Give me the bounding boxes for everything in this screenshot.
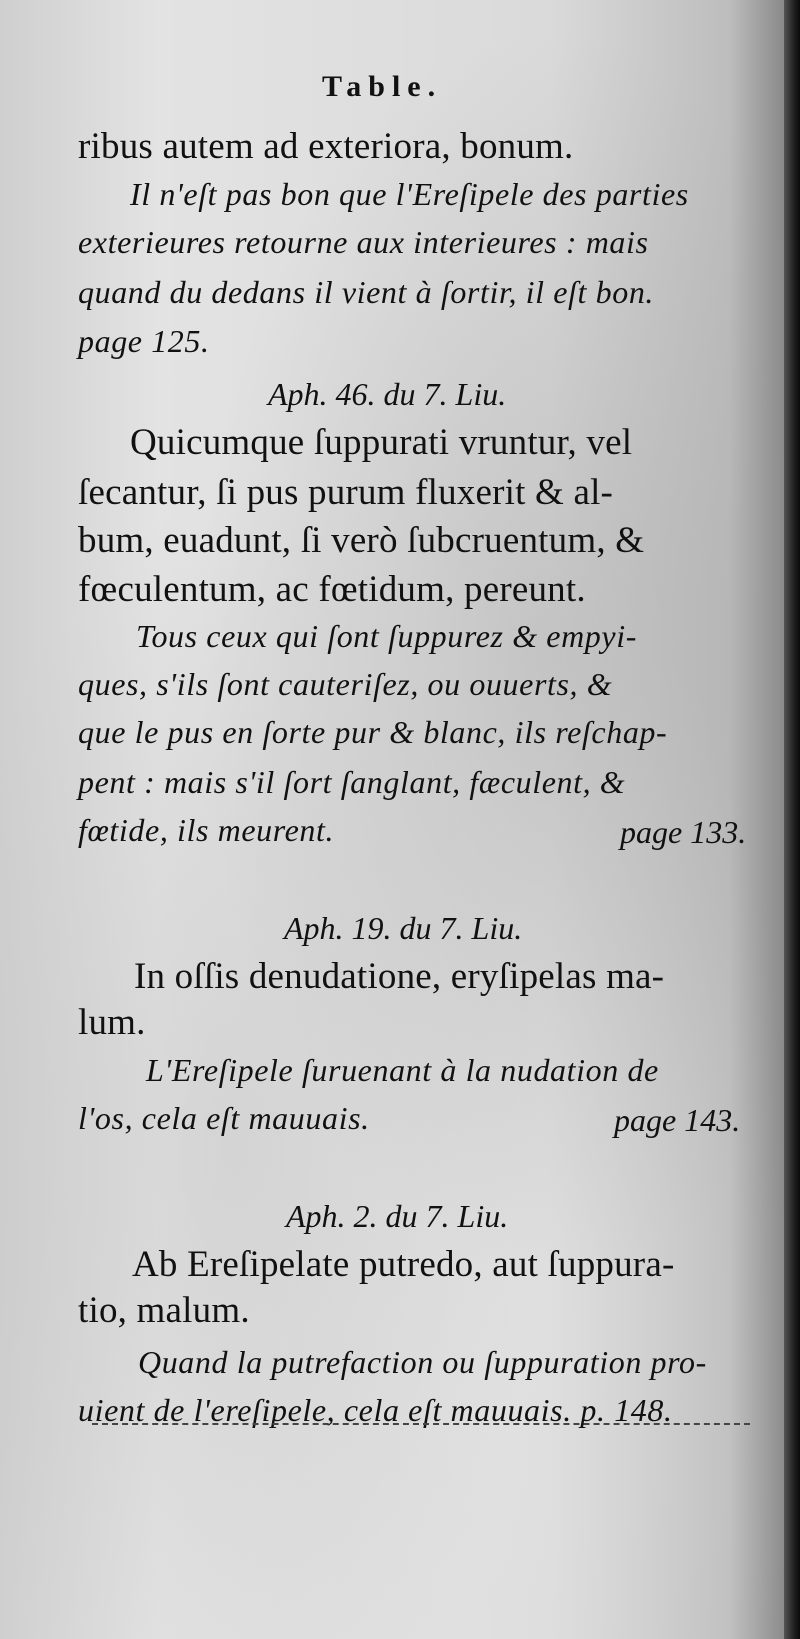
french-line: ques, s'ils ſont cauteriſez, ou ouuerts, & — [78, 666, 613, 702]
aphorism-heading: Aph. 2. du 7. Liu. — [286, 1198, 509, 1234]
latin-line: bum, euadunt, ſi verò ſubcruentum, & — [78, 520, 645, 561]
french-line: Il n'eſt pas bon que l'Ereſipele des parties — [130, 176, 689, 212]
french-line: uient de l'ereſipele, cela eſt mauuais. p. 148. — [78, 1392, 673, 1428]
french-line: Tous ceux qui ſont ſuppurez & empyi- — [136, 618, 637, 654]
page-reference: page 133. — [620, 814, 747, 850]
french-line: que le pus en ſorte pur & blanc, ils reſchap- — [78, 714, 668, 750]
rule-line — [92, 1423, 750, 1425]
latin-line: ribus autem ad exteriora, bonum. — [78, 126, 574, 167]
book-spine — [784, 0, 800, 1639]
french-line: pent : mais s'il ſort ſanglant, fæculent, & — [78, 764, 626, 800]
french-line: Quand la putrefaction ou ſuppuration pro- — [138, 1344, 707, 1380]
latin-line: In oſſis denudatione, eryſipelas ma- — [134, 956, 665, 997]
page-reference: page 143. — [614, 1102, 741, 1138]
french-line: L'Ereſipele ſuruenant à la nudation de — [146, 1052, 659, 1088]
french-line: l'os, cela eſt mauuais. — [78, 1100, 370, 1136]
aphorism-heading: Aph. 46. du 7. Liu. — [268, 376, 507, 412]
latin-line: ſecantur, ſi pus purum fluxerit & al- — [78, 472, 614, 513]
page-title: Table. — [322, 70, 443, 103]
latin-line: tio, malum. — [78, 1290, 250, 1331]
french-line: quand du dedans il vient à ſortir, il eſt bon. — [78, 274, 655, 310]
latin-line: Quicumque ſuppurati vruntur, vel — [130, 422, 633, 463]
french-line: exterieures retourne aux interieures : mais — [78, 224, 649, 260]
latin-line: fœculentum, ac fœtidum, pereunt. — [78, 569, 586, 610]
french-line: page 125. — [78, 323, 210, 359]
latin-line: Ab Ereſipelate putredo, aut ſuppura- — [132, 1244, 675, 1285]
latin-line: lum. — [78, 1002, 146, 1043]
aphorism-heading: Aph. 19. du 7. Liu. — [284, 910, 523, 946]
french-line: fœtide, ils meurent. — [78, 812, 335, 848]
